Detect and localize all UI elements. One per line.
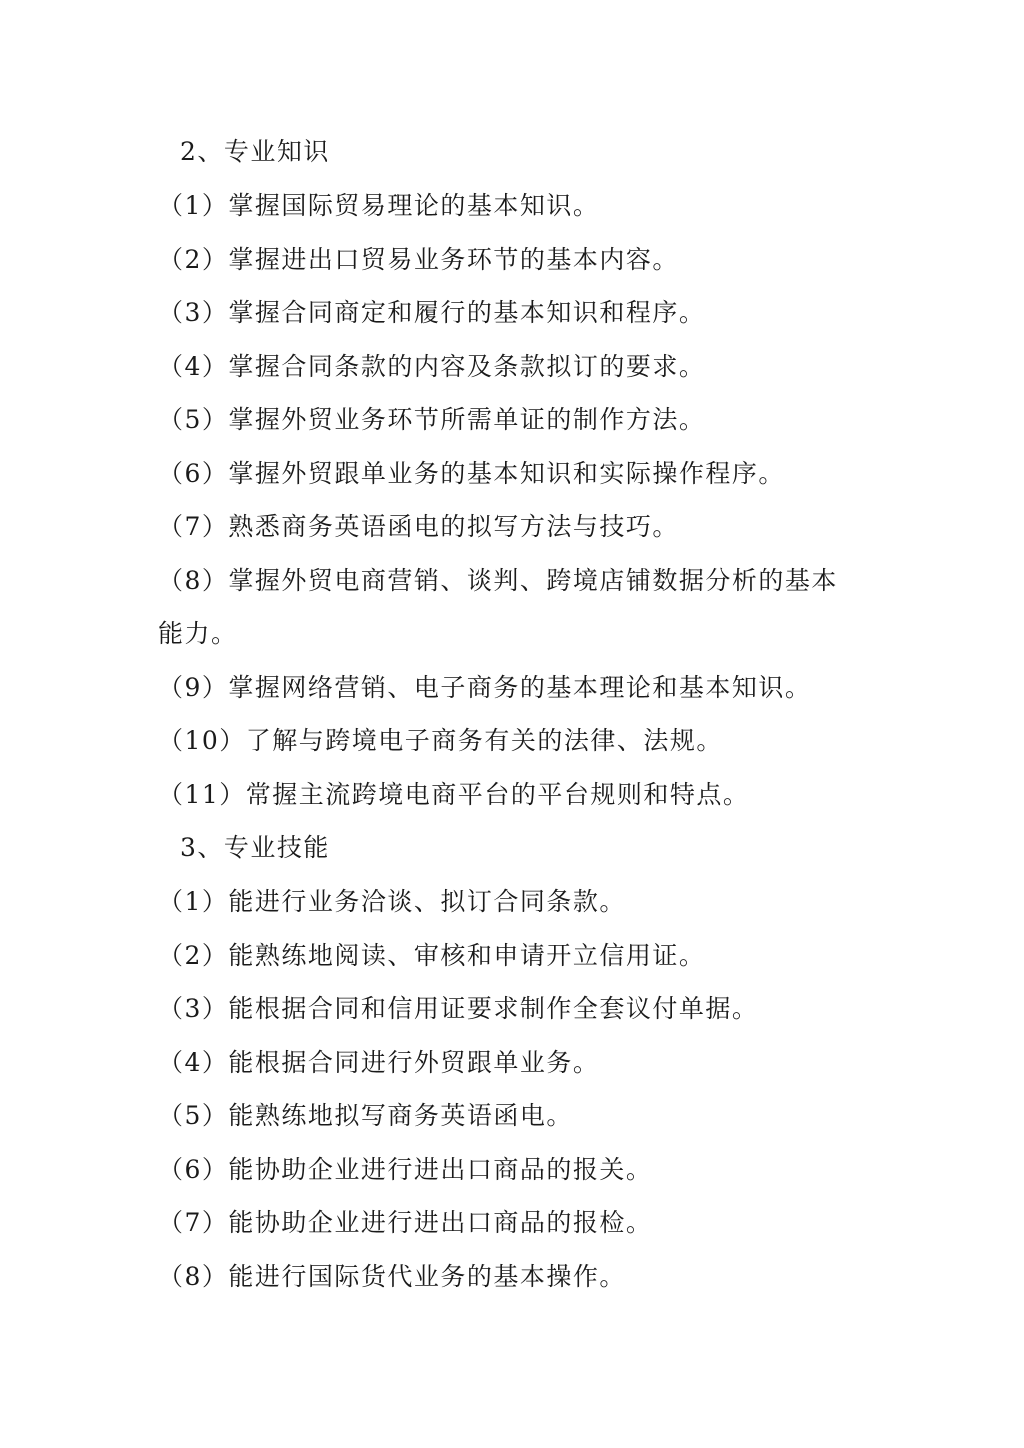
knowledge-item-1: （1）掌握国际贸易理论的基本知识。 (158, 191, 600, 220)
skill-item-5: （5）能熟练地拟写商务英语函电。 (158, 1101, 573, 1130)
knowledge-item-9: （9）掌握网络营销、电子商务的基本理论和基本知识。 (158, 673, 812, 702)
knowledge-item-2: （2）掌握进出口贸易业务环节的基本内容。 (158, 245, 679, 274)
knowledge-item-6: （6）掌握外贸跟单业务的基本知识和实际操作程序。 (158, 459, 785, 488)
knowledge-item-3: （3）掌握合同商定和履行的基本知识和程序。 (158, 298, 706, 327)
knowledge-item-10: （10）了解与跨境电子商务有关的法律、法规。 (158, 726, 723, 755)
skill-item-7: （7）能协助企业进行进出口商品的报检。 (158, 1208, 653, 1237)
section-heading-professional-knowledge: 2、专业知识 (180, 137, 330, 166)
knowledge-item-8-continuation: 能力。 (158, 619, 238, 648)
knowledge-item-4: （4）掌握合同条款的内容及条款拟订的要求。 (158, 352, 706, 381)
skill-item-2: （2）能熟练地阅读、审核和申请开立信用证。 (158, 941, 706, 970)
skill-item-1: （1）能进行业务洽谈、拟订合同条款。 (158, 887, 626, 916)
knowledge-item-5: （5）掌握外贸业务环节所需单证的制作方法。 (158, 405, 706, 434)
skill-item-3: （3）能根据合同和信用证要求制作全套议付单据。 (158, 994, 759, 1023)
knowledge-item-8: （8）掌握外贸电商营销、谈判、跨境店铺数据分析的基本 (158, 566, 838, 595)
section-heading-professional-skills: 3、专业技能 (180, 833, 330, 862)
skill-item-8: （8）能进行国际货代业务的基本操作。 (158, 1262, 626, 1291)
knowledge-item-7: （7）熟悉商务英语函电的拟写方法与技巧。 (158, 512, 679, 541)
skill-item-4: （4）能根据合同进行外贸跟单业务。 (158, 1048, 600, 1077)
knowledge-item-11: （11）常握主流跨境电商平台的平台规则和特点。 (158, 780, 750, 809)
skill-item-6: （6）能协助企业进行进出口商品的报关。 (158, 1155, 653, 1184)
